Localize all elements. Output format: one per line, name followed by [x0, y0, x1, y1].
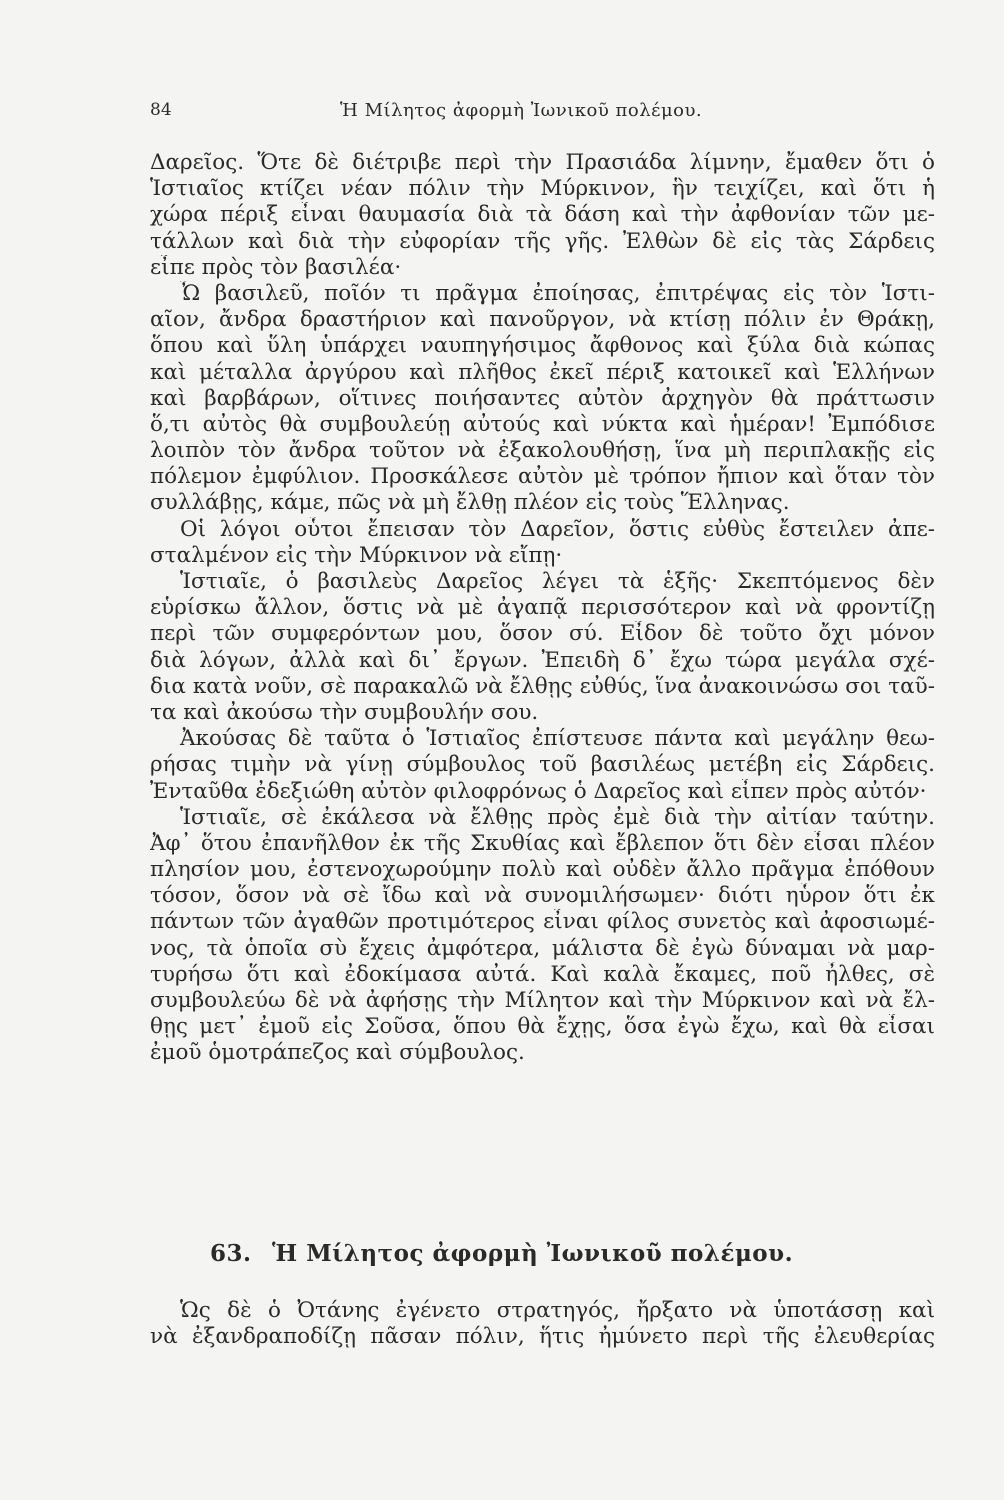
text-line: συλλάβῃς, κάμε, πῶς νὰ μὴ ἔλθῃ πλέον εἰς τοὺς Ἕλληνας. — [150, 490, 790, 516]
text-line: καὶ βαρβάρων, οἵτινες ποιήσαντες αὐτὸν ἀρχηγὸν θὰ πράττωσιν — [150, 385, 935, 411]
text-line: τόσον, ὅσον νὰ σὲ ἴδω καὶ νὰ συνομιλήσωμεν· διότι ηὗρον ὅτι ἐκ — [150, 883, 935, 909]
text-line: καὶ μέταλλα ἀργύρου καὶ πλῆθος ἐκεῖ πέριξ κατοικεῖ καὶ Ἑλλήνων — [150, 359, 935, 385]
text-line: Ἱστιαῖε, ὁ βασιλεὺς Δαρεῖος λέγει τὰ ἑξῆς· Σκεπτόμενος δὲν — [180, 569, 935, 594]
text-line: εἶπε πρὸς τὸν βασιλέα· — [150, 254, 402, 280]
text-line: ἐμοῦ ὁμοτράπεζος καὶ σύμβουλος. — [150, 1040, 525, 1066]
chapter-text — [150, 1298, 935, 1350]
text-line: ὅ,τι αὐτὸς θὰ συμβουλεύῃ αὐτούς καὶ νύκτα καὶ ἡμέραν! Ἐμπόδισε — [150, 411, 935, 437]
text-line: νὰ ἐξανδραποδίζῃ πᾶσαν πόλιν, ἥτις ἠμύνετο περὶ τῆς ἐλευθερίας — [150, 1324, 935, 1350]
text-line: αῖον, ἄνδρα δραστήριον καὶ πανοῦργον, νὰ κτίσῃ πόλιν ἐν Θράκῃ, — [150, 307, 935, 333]
text-line: σταλμένον εἰς τὴν Μύρκινον νὰ εἴπῃ· — [150, 542, 563, 568]
text-line: Ὡς δὲ ὁ Ὀτάνης ἐγένετο στρατηγός, ἤρξατο νὰ ὑποτάσσῃ καὶ — [180, 1298, 935, 1323]
text-line: Ἀφ᾽ ὅτου ἐπανῆλθον ἐκ τῆς Σκυθίας καὶ ἔβλεπον ὅτι δὲν εἶσαι πλέον — [150, 830, 935, 856]
body-text — [150, 150, 935, 1067]
text-line: ρήσας τιμὴν νὰ γίνῃ σύμβουλος τοῦ βασιλέως μετέβη εἰς Σάρδεις. — [150, 752, 935, 778]
chapter-title: Ἡ Μίλητος ἀφορμὴ Ἰωνικοῦ πολέμου. — [272, 1240, 794, 1267]
chapter-number: 63. — [210, 1240, 252, 1267]
text-line: νος, τὰ ὁποῖα σὺ ἔχεις ἀμφότερα, μάλιστα δὲ ἐγὼ δύναμαι νὰ μαρ- — [150, 935, 935, 961]
text-line: διὰ λόγων, ἀλλὰ καὶ δι᾽ ἔργων. Ἐπειδὴ δ᾽ ἔχω τώρα μεγάλα σχέ- — [150, 647, 935, 673]
text-line: τυρήσω ὅτι καὶ ἐδοκίμασα αὐτά. Καὶ καλὰ ἔκαμες, ποῦ ἦλθες, σὲ — [150, 961, 935, 987]
text-line: θῃς μετ᾽ ἐμοῦ εἰς Σοῦσα, ὅπου θὰ ἔχῃς, ὅσα ἐγὼ ἔχω, καὶ θὰ εἶσαι — [150, 1014, 935, 1040]
text-line: εὑρίσκω ἄλλον, ὅστις νὰ μὲ ἀγαπᾷ περισσότερον καὶ νὰ φροντίζῃ — [150, 595, 935, 621]
text-line: τάλλων καὶ διὰ τὴν εὐφορίαν τῆς γῆς. Ἐλθὼν δὲ εἰς τὰς Σάρδεις — [150, 228, 935, 254]
text-line: Ὦ βασιλεῦ, ποῖόν τι πρᾶγμα ἐποίησας, ἐπιτρέψας εἰς τὸν Ἱστι- — [180, 280, 935, 306]
text-line: Ἱστιαῖε, σὲ ἐκάλεσα νὰ ἔλθῃς πρὸς ἐμὲ διὰ τὴν αἰτίαν ταύτην. — [180, 804, 935, 830]
running-head: Ἡ Μίλητος ἀφορμὴ Ἰωνικοῦ πολέμου. — [340, 100, 703, 121]
text-line: ὅπου καὶ ὕλη ὑπάρχει ναυπηγήσιμος ἄφθονος καὶ ξύλα διὰ κώπας — [150, 333, 935, 359]
text-line: πάντων τῶν ἀγαθῶν προτιμότερος εἶναι φίλος συνετὸς καὶ ἀφοσιωμέ- — [150, 909, 935, 935]
text-line: χώρα πέριξ εἶναι θαυμασία διὰ τὰ δάση καὶ τὴν ἀφθονίαν τῶν με- — [150, 202, 935, 228]
text-line: Ἀκούσας δὲ ταῦτα ὁ Ἱστιαῖος ἐπίστευσε πάντα καὶ μεγάλην θεω- — [180, 726, 935, 752]
text-line: Οἱ λόγοι οὗτοι ἔπεισαν τὸν Δαρεῖον, ὅστις εὐθὺς ἔστειλεν ἀπε- — [180, 516, 935, 542]
text-line: πόλεμον ἐμφύλιον. Προσκάλεσε αὐτὸν μὲ τρόπον ἤπιον καὶ ὅταν τὸν — [150, 464, 935, 490]
page-number: 84 — [150, 100, 172, 120]
text-line: Ἱστιαῖος κτίζει νέαν πόλιν τὴν Μύρκινον, ἣν τειχίζει, καὶ ὅτι ἡ — [150, 176, 935, 202]
text-line: δια κατὰ νοῦν, σὲ παρακαλῶ νὰ ἔλθῃς εὐθύς, ἵνα ἀνακοινώσω σοι ταῦ- — [150, 673, 935, 699]
text-line: συμβουλεύω δὲ νὰ ἀφήσῃς τὴν Μίλητον καὶ τὴν Μύρκινον καὶ νὰ ἔλ- — [150, 988, 935, 1013]
text-line: πλησίον μου, ἐστενοχωρούμην πολὺ καὶ οὐδὲν ἄλλο πρᾶγμα ἐπόθουν — [150, 857, 935, 883]
text-line: Ἐνταῦθα ἐδεξιώθη αὐτὸν φιλοφρόνως ὁ Δαρεῖος καὶ εἶπεν πρὸς αὐτόν· — [150, 778, 927, 804]
text-line: περὶ τῶν συμφερόντων μου, ὅσον σύ. Εἶδον δὲ τοῦτο ὄχι μόνον — [150, 621, 935, 647]
text-line: τα καὶ ἀκούσω τὴν συμβουλήν σου. — [150, 699, 539, 725]
text-line: λοιπὸν τὸν ἄνδρα τοῦτον νὰ ἐξακολουθήσῃ, ἵνα μὴ περιπλακῇς εἰς — [150, 438, 935, 464]
page-header — [150, 96, 850, 128]
chapter-heading — [210, 1240, 930, 1267]
text-line: Δαρεῖος. Ὅτε δὲ διέτριβε περὶ τὴν Πρασιάδα λίμνην, ἔμαθεν ὅτι ὁ — [150, 150, 935, 175]
